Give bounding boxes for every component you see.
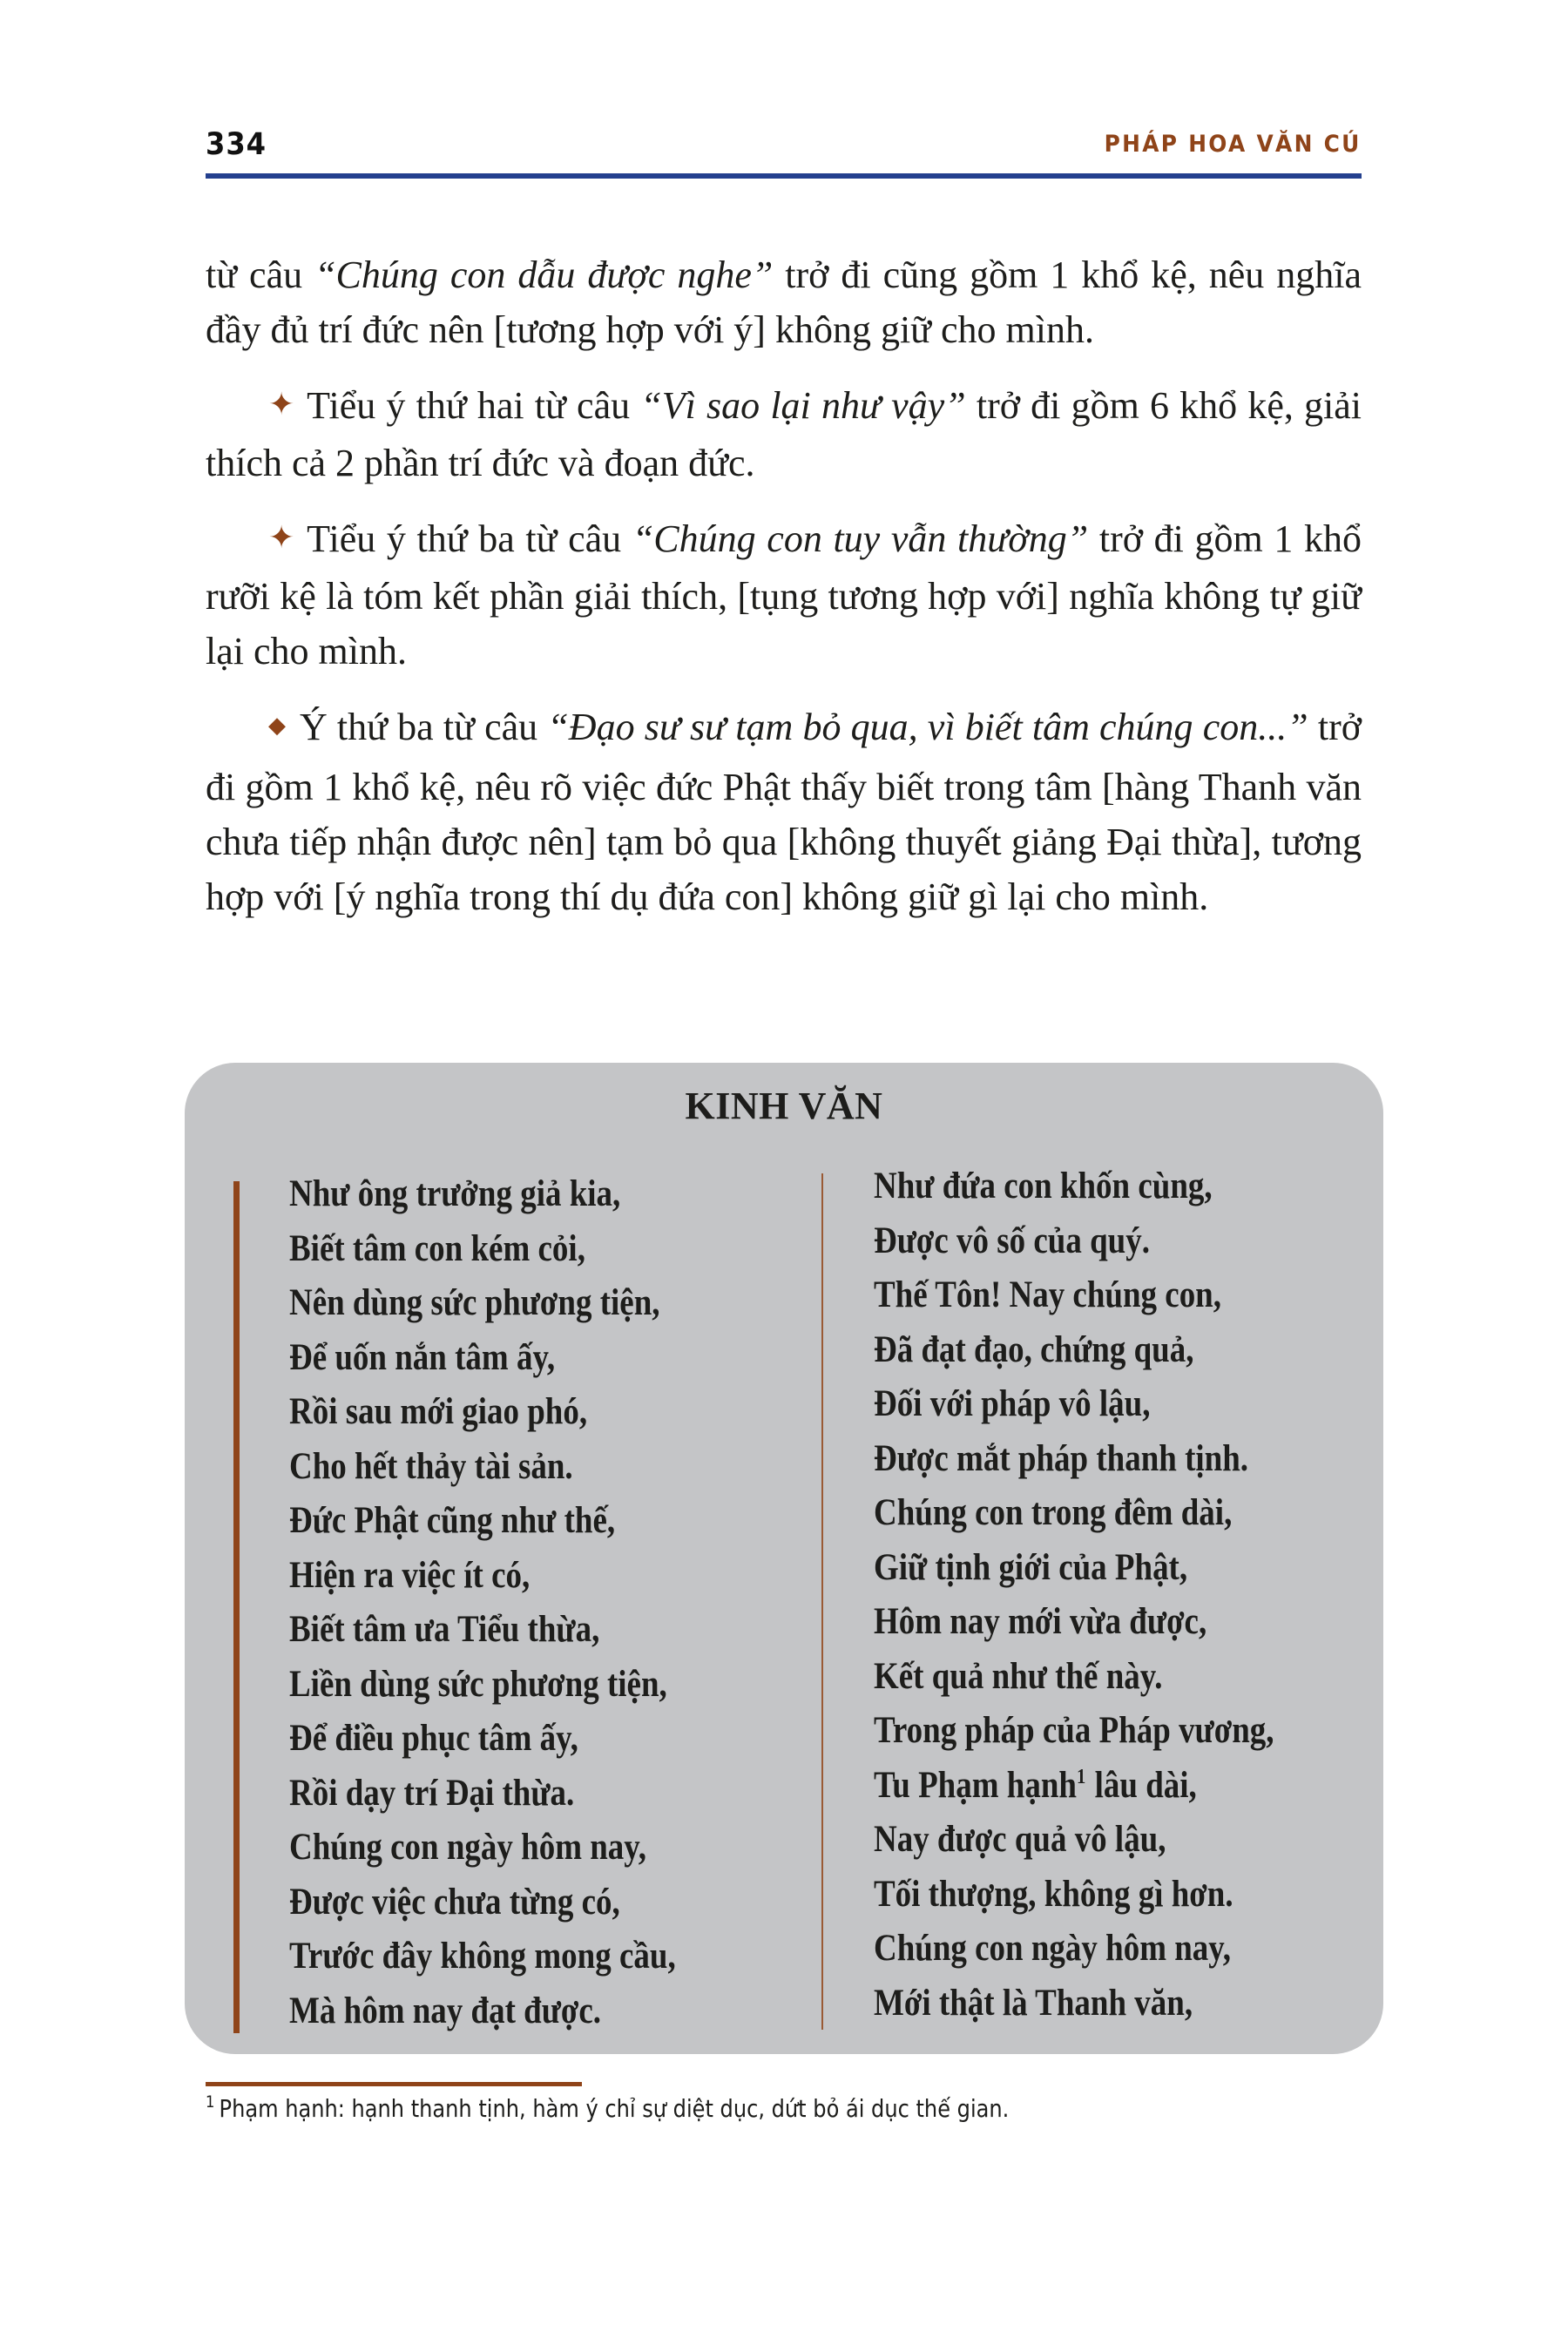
paragraph-4 (206, 700, 1362, 924)
verse-line: Đã đạt đạo, chứng quả, (874, 1328, 1194, 1370)
verse-line: Mà hôm nay đạt được. (289, 1990, 602, 2031)
verse-line: Như đứa con khốn cùng, (874, 1166, 1213, 1206)
verse-line-text: Tu Phạm hạnh (874, 1764, 1077, 1806)
paragraph-2 (206, 378, 1362, 490)
verse-line: Mới thật là Thanh văn, (874, 1982, 1193, 2024)
paragraph-4-post: trở đi gồm 1 khổ kệ, nêu rõ việc đức Phật thấy biết trong tâm [hàng Thanh văn chưa tiếp nhận được nên] tạm bỏ qua [không thuyết giảng Đại thừa], tương hợp với [ý nghĩa trong thí dụ đứa con] không giữ gì lại cho mình. (206, 706, 1362, 918)
verse-line: Trước đây không mong cầu, (289, 1936, 676, 1977)
footnote (206, 2094, 1202, 2123)
verse-line: Hôm nay mới vừa được, (874, 1601, 1207, 1642)
paragraph-4-quote: “Đạo sư sư tạm bỏ qua, vì biết tâm chúng con...” (547, 706, 1308, 748)
paragraph-4-pre: Ý thứ ba từ câu (300, 706, 548, 748)
verse-line: Giữ tịnh giới của Phật, (874, 1546, 1188, 1588)
running-head (206, 122, 1362, 166)
verse-line: Trong pháp của Pháp vương, (874, 1710, 1274, 1751)
verse-line: Tối thượng, không gì hơn. (874, 1873, 1233, 1915)
paragraph-1-pre: từ câu (206, 253, 315, 296)
footnote-text: Phạm hạnh: hạnh thanh tịnh, hàm ý chỉ sự diệt dục, dứt bỏ ái dục thế gian. (219, 2094, 1010, 2123)
verse-column-right (874, 1159, 1339, 2031)
verse-line: Hiện ra việc ít có, (289, 1554, 531, 1596)
accent-bar (233, 1181, 240, 2033)
paragraph-3-quote: “Chúng con tuy vẫn thường” (632, 517, 1089, 560)
paragraph-2-quote: “Vì sao lại như vậy” (640, 384, 966, 427)
paragraph-1 (206, 247, 1362, 357)
verse-line: Đức Phật cũng như thế, (289, 1500, 616, 1541)
verse-line: Nay được quả vô lậu, (874, 1819, 1166, 1860)
verse-line: Được mắt pháp thanh tịnh. (874, 1437, 1249, 1479)
verse-line: Cho hết thảy tài sản. (289, 1445, 573, 1487)
verse-line: Để uốn nắn tâm ấy, (289, 1336, 556, 1378)
diamond-bullet-icon: ◆ (268, 713, 286, 738)
verse-line-text: lâu dài, (1094, 1764, 1197, 1806)
footnote-rule (206, 2082, 582, 2086)
header-rule (206, 173, 1362, 179)
verse-line: Nên dùng sức phương tiện, (289, 1282, 660, 1323)
footnote-marker: 1 (206, 2092, 215, 2112)
verse-line: Thế Tôn! Nay chúng con, (874, 1274, 1221, 1315)
book-title: PHÁP HOA VĂN CÚ (1105, 131, 1362, 158)
verse-line: Chúng con ngày hôm nay, (289, 1827, 647, 1868)
paragraph-3 (206, 511, 1362, 679)
paragraph-2-pre: Tiểu ý thứ hai từ câu (307, 384, 641, 427)
page-number: 334 (206, 127, 267, 162)
sutra-title: KINH VĂN (685, 1085, 883, 1127)
paragraph-2-post: trở đi gồm 6 khổ kệ, giải thích cả 2 phần trí đức và đoạn đức. (206, 384, 1362, 484)
verse-line: Rồi dạy trí Đại thừa. (289, 1772, 575, 1814)
verse-line: Đối với pháp vô lậu, (874, 1383, 1151, 1424)
sutra-box (185, 1063, 1383, 2054)
verse-line: Rồi sau mới giao phó, (289, 1391, 588, 1432)
paragraph-1-quote: “Chúng con dẫu được nghe” (314, 253, 774, 296)
footnote-reference[interactable]: 1 (1076, 1765, 1086, 1788)
paragraph-3-post: trở đi gồm 1 khổ rưỡi kệ là tóm kết phần giải thích, [tụng tương hợp với] nghĩa không tự giữ lại cho mình. (206, 517, 1362, 672)
commentary-text (206, 247, 1362, 945)
verse-line: Như ông trưởng giả kia, (289, 1173, 621, 1214)
verse-line: Để điều phục tâm ấy, (289, 1718, 578, 1759)
star-bullet-icon: ✦ (268, 387, 295, 422)
verse-line: Liền dùng sức phương tiện, (289, 1663, 667, 1705)
star-bullet-icon: ✦ (268, 520, 295, 555)
verse-line: Được vô số của quý. (874, 1220, 1150, 1261)
column-divider (821, 1173, 823, 2030)
verse-line: Biết tâm ưa Tiểu thừa, (289, 1609, 600, 1650)
paragraph-3-pre: Tiểu ý thứ ba từ câu (307, 517, 632, 560)
verse-line: Chúng con trong đêm dài, (874, 1492, 1233, 1533)
verse-column-left (289, 1167, 739, 2038)
paragraph-1-post: trở đi cũng gồm 1 khổ kệ, nêu nghĩa đầy đủ trí đức nên [tương hợp với ý] không giữ cho mình. (206, 253, 1362, 351)
verse-line: Kết quả như thế này. (874, 1655, 1163, 1697)
verse-line: Biết tâm con kém cỏi, (289, 1227, 585, 1269)
verse-line (874, 1759, 1274, 1814)
verse-line: Được việc chưa từng có, (289, 1881, 620, 1923)
verse-line: Chúng con ngày hôm nay, (874, 1928, 1232, 1969)
